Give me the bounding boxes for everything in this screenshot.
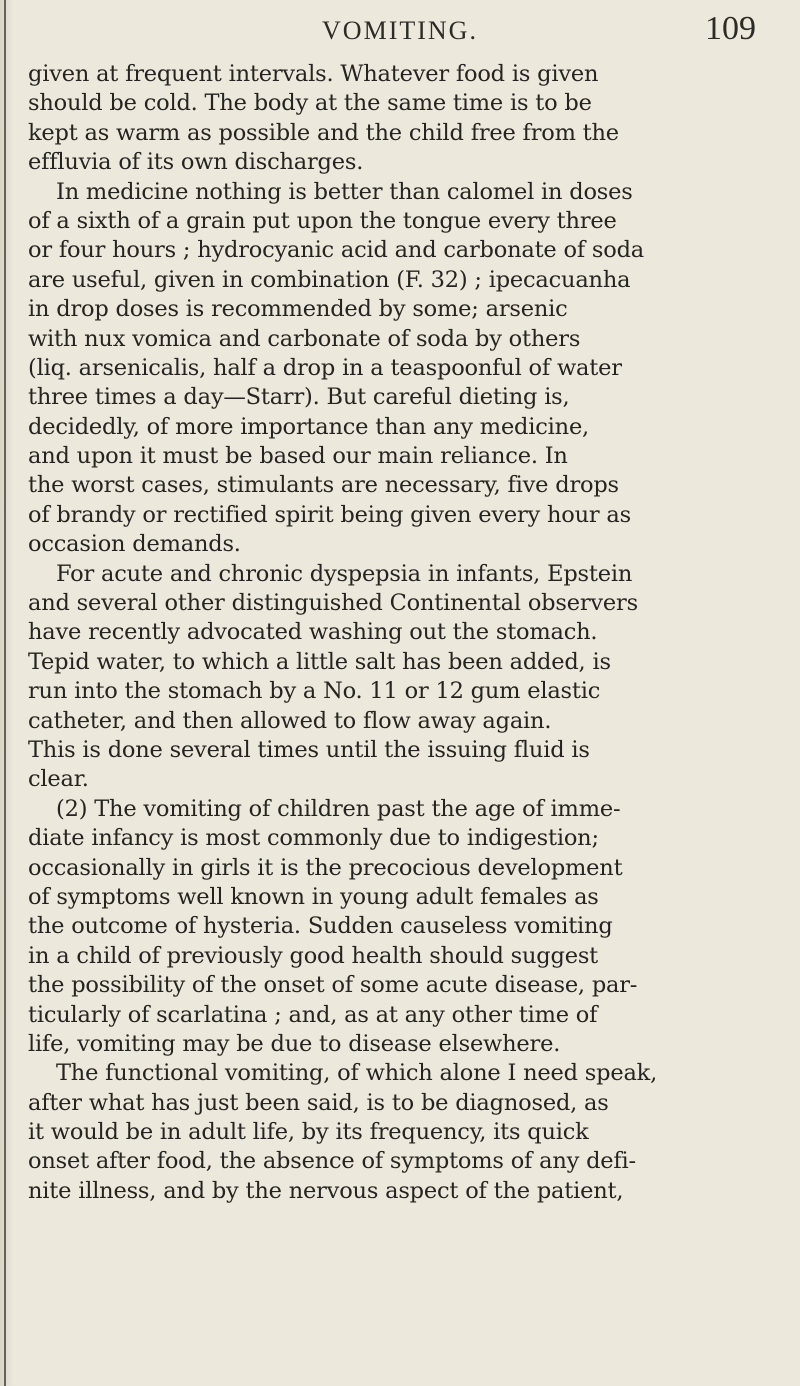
text-line: the outcome of hysteria. Sudden causeless vomiting: [28, 913, 613, 940]
text-line: clear.: [28, 766, 89, 793]
text-line: This is done several times until the issuing fluid is: [28, 736, 590, 763]
text-line: life, vomiting may be due to disease elsewhere.: [28, 1030, 561, 1057]
text-line: occasionally in girls it is the precocious development: [28, 854, 623, 881]
text-line: In medicine nothing is better than calomel in doses: [56, 178, 633, 205]
text-line: kept as warm as possible and the child free from the: [28, 119, 619, 146]
text-line: with nux vomica and carbonate of soda by others: [28, 325, 581, 352]
page-gutter-shadow: [0, 0, 14, 1386]
text-line: decidedly, of more importance than any medicine,: [28, 413, 590, 440]
text-line: occasion demands.: [28, 531, 241, 558]
text-line: three times a day—Starr). But careful dieting is,: [28, 384, 570, 411]
text-line: and several other distinguished Continental observers: [28, 590, 638, 617]
text-line: run into the stomach by a No. 11 or 12 gum elastic: [28, 678, 601, 705]
text-line: ticularly of scarlatina ; and, as at any other time of: [28, 1001, 598, 1028]
text-line: the worst cases, stimulants are necessary, five drops: [28, 472, 619, 499]
text-line: the possibility of the onset of some acute disease, par-: [28, 972, 638, 999]
text-line: of a sixth of a grain put upon the tongue every three: [28, 207, 617, 234]
body-text: [28, 60, 780, 1206]
text-line: (2) The vomiting of children past the age of imme-: [56, 795, 621, 822]
text-line: onset after food, the absence of symptoms of any defi-: [28, 1148, 636, 1175]
text-line: after what has just been said, is to be diagnosed, as: [28, 1089, 609, 1116]
text-line: and upon it must be based our main reliance. In: [28, 443, 568, 470]
text-line: (liq. arsenicalis, half a drop in a teaspoonful of water: [28, 354, 622, 381]
text-line: are useful, given in combination (F. 32) ; ipecacuanha: [28, 266, 631, 293]
text-line: given at frequent intervals. Whatever food is given: [28, 61, 599, 87]
text-line: in a child of previously good health should suggest: [28, 942, 599, 969]
text-line: should be cold. The body at the same time is to be: [28, 90, 592, 117]
text-line: effluvia of its own discharges.: [28, 149, 364, 176]
text-line: For acute and chronic dyspepsia in infants, Epstein: [56, 560, 633, 587]
page-binding-edge: [4, 0, 6, 1386]
text-line: it would be in adult life, by its frequency, its quick: [28, 1119, 589, 1146]
text-line: The functional vomiting, of which alone I need speak,: [56, 1060, 658, 1087]
text-line: of brandy or rectified spirit being given every hour as: [28, 501, 631, 528]
text-line: in drop doses is recommended by some; arsenic: [28, 296, 568, 323]
text-line: catheter, and then allowed to flow away again.: [28, 707, 552, 734]
text-line: diate infancy is most commonly due to indigestion;: [28, 825, 599, 852]
text-line: Tepid water, to which a little salt has been added, is: [28, 648, 611, 675]
running-head: VOMITING.: [322, 16, 478, 45]
text-line: nite illness, and by the nervous aspect of the patient,: [28, 1177, 624, 1204]
page-number: 109: [705, 10, 756, 47]
text-line: have recently advocated washing out the stomach.: [28, 619, 598, 646]
text-line: of symptoms well known in young adult females as: [28, 883, 599, 910]
text-line: or four hours ; hydrocyanic acid and carbonate of soda: [28, 237, 645, 264]
page-header: [40, 10, 760, 54]
